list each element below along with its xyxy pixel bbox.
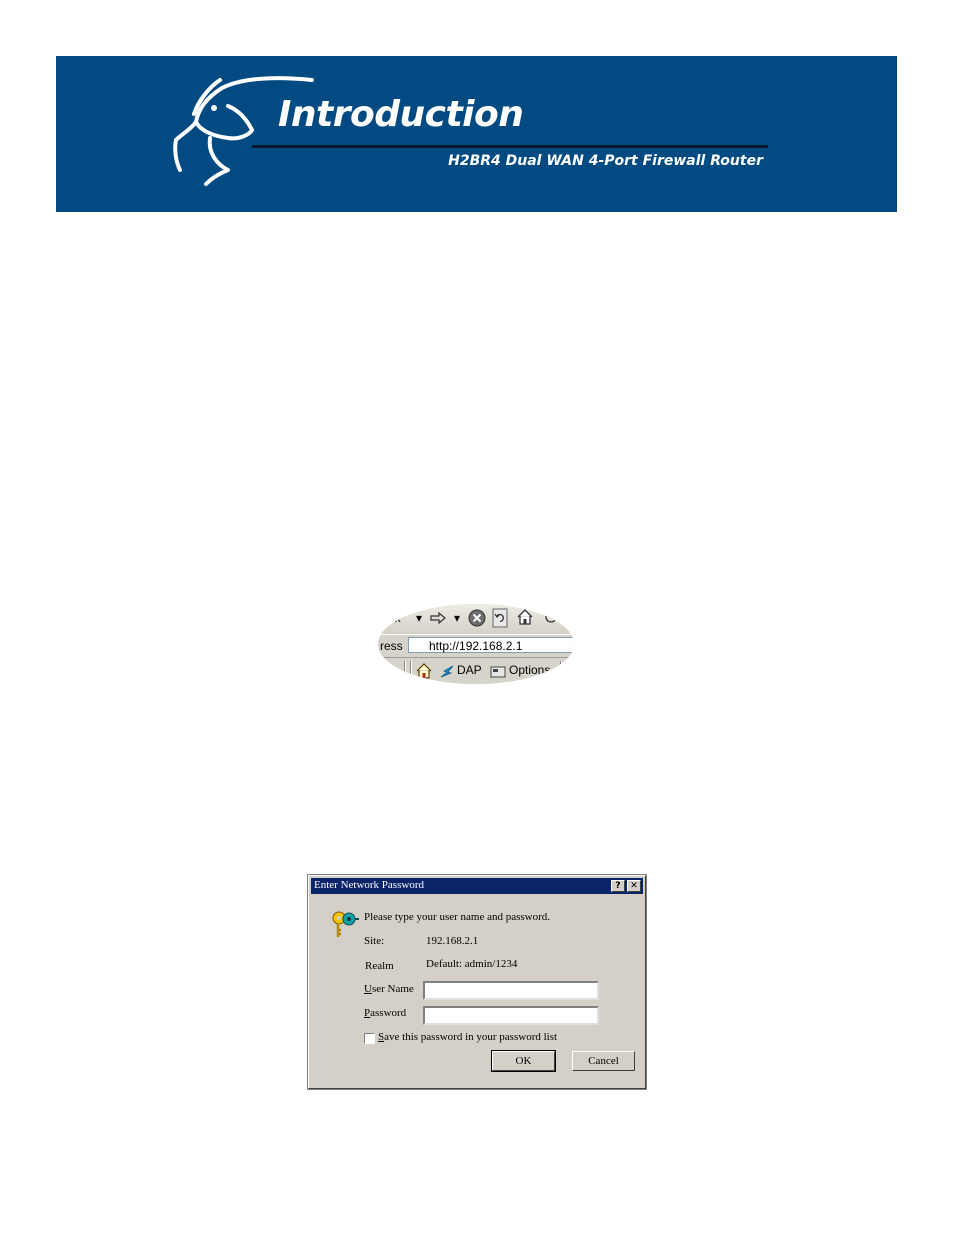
- save-label-text: ave this password in your password list: [384, 1031, 558, 1043]
- home-icon[interactable]: [516, 608, 534, 626]
- save-label-accelerator: S: [378, 1031, 385, 1043]
- page-title: Introduction: [278, 94, 524, 135]
- username-label: [364, 983, 414, 995]
- dap-link[interactable]: DAP: [457, 663, 482, 677]
- toolbar-separator: [404, 661, 406, 679]
- back-dropdown-icon[interactable]: ▾: [416, 611, 423, 625]
- password-label-text: assword: [370, 1007, 407, 1019]
- home-link-icon[interactable]: [416, 663, 432, 679]
- address-bar-row: [378, 634, 574, 658]
- username-input[interactable]: [423, 981, 599, 1000]
- options-icon: [490, 666, 506, 678]
- browser-address-crop: [378, 604, 574, 684]
- links-toolbar: [378, 658, 574, 684]
- password-input[interactable]: [423, 1006, 599, 1025]
- save-password-label[interactable]: [378, 1031, 557, 1043]
- cancel-button[interactable]: Cancel: [572, 1051, 635, 1071]
- toolbar-separator: [560, 661, 562, 679]
- address-label: ress: [380, 639, 403, 653]
- stop-icon[interactable]: [468, 609, 486, 627]
- username-label-text: ser Name: [371, 983, 414, 995]
- save-password-checkbox[interactable]: [364, 1033, 375, 1044]
- search-icon[interactable]: [544, 610, 558, 624]
- title-divider: [252, 145, 768, 148]
- site-label: Site:: [364, 935, 385, 947]
- keys-icon: [329, 908, 359, 940]
- realm-value: Default: admin/1234: [426, 958, 518, 970]
- password-label-accelerator: P: [364, 1007, 371, 1019]
- back-button-label[interactable]: ack: [382, 611, 401, 625]
- close-button[interactable]: ✕: [627, 880, 641, 892]
- username-label-accelerator: U: [364, 983, 372, 995]
- dialog-title: Enter Network Password: [314, 879, 424, 891]
- refresh-icon[interactable]: [492, 608, 508, 628]
- address-input[interactable]: http://192.168.2.1: [408, 637, 574, 653]
- network-password-dialog: [308, 875, 646, 1089]
- dialog-titlebar[interactable]: [311, 878, 643, 894]
- options-link[interactable]: Options: [509, 663, 551, 677]
- dap-icon: [440, 665, 454, 679]
- product-subtitle: H2BR4 Dual WAN 4-Port Firewall Router: [448, 153, 763, 169]
- ok-button[interactable]: OK: [492, 1051, 555, 1071]
- realm-label: Realm: [365, 960, 394, 972]
- header-banner: [56, 56, 897, 212]
- forward-arrow-icon[interactable]: [430, 612, 446, 624]
- site-value: 192.168.2.1: [426, 935, 479, 947]
- forward-dropdown-icon[interactable]: ▾: [454, 611, 461, 625]
- help-button[interactable]: ?: [611, 880, 625, 892]
- browser-toolbar: [378, 604, 574, 632]
- dialog-prompt: Please type your user name and password.: [364, 911, 551, 923]
- password-label: [364, 1007, 406, 1019]
- toolbar-separator: [410, 661, 412, 679]
